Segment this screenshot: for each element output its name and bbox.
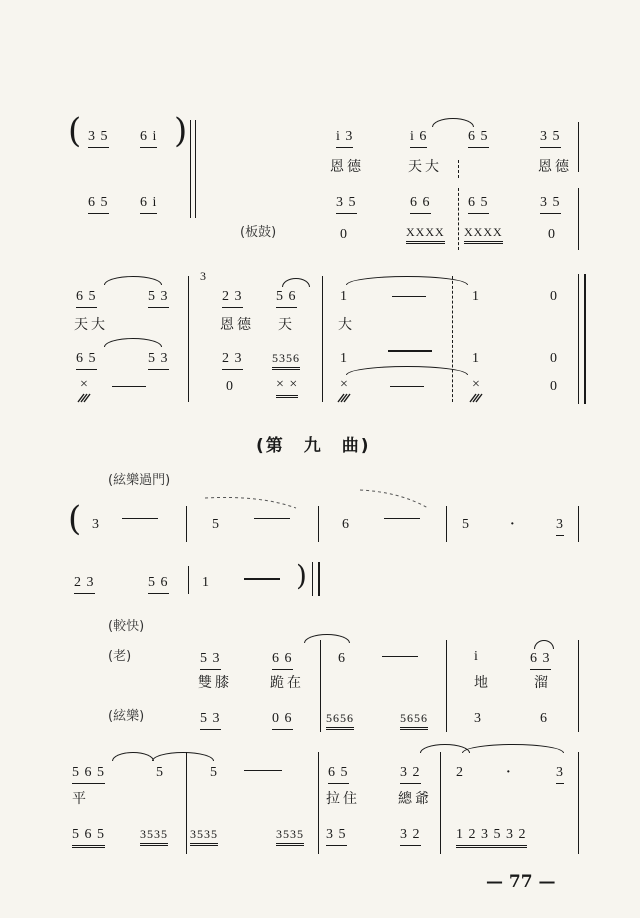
lyric: 恩德 (220, 317, 254, 333)
barline (578, 506, 579, 542)
note-group: 5 3 (148, 289, 169, 304)
barline (578, 752, 579, 854)
note-group: 2 3 (222, 351, 243, 366)
note: 3 (556, 765, 564, 780)
note: 5 (156, 765, 164, 780)
note: 3 (556, 517, 564, 532)
barline (186, 506, 187, 542)
note-group: 5 3 (148, 351, 169, 366)
lyric: 拉住 (326, 791, 360, 807)
barline (186, 752, 187, 854)
drum-note: XXXX (464, 225, 503, 239)
extension-dash (244, 770, 282, 771)
note: 1 (340, 351, 348, 366)
drum-note: × (80, 377, 89, 392)
extension-dash (122, 518, 158, 519)
barline (446, 640, 447, 732)
lyric: 恩德 (538, 159, 572, 175)
note: 1 (472, 351, 480, 366)
drum-note: 0 (340, 227, 348, 242)
lyric: 總爺 (398, 791, 432, 807)
lyric: 天大 (74, 317, 108, 333)
note-group: 3 5 (540, 195, 561, 210)
note: 5 (462, 517, 470, 532)
note: 5 (212, 517, 220, 532)
barline (318, 506, 319, 542)
note: 0 (550, 351, 558, 366)
note-group: 3 5 (540, 129, 561, 144)
page-number: — 77 — (486, 872, 556, 892)
section-title: (第 九 曲) (256, 436, 371, 456)
drum-note: × (340, 377, 349, 392)
note-group: 3 5 (326, 827, 347, 842)
extension-dash (384, 518, 420, 519)
note-group: 5656 (400, 711, 428, 725)
left-paren: ( (68, 111, 82, 151)
note-group: 3535 (140, 827, 168, 841)
note-group: 6 5 (76, 351, 97, 366)
note-group: 6 5 (468, 129, 489, 144)
note-group: 6 3 (530, 651, 551, 666)
instrument-label: (絃樂) (108, 709, 145, 724)
lyric: 地 (474, 675, 491, 691)
tempo-marking: (較快) (108, 619, 145, 634)
note: 3 (92, 517, 100, 532)
note-group: 5 6 (148, 575, 169, 590)
left-paren: ( (68, 499, 82, 539)
note: 6 (342, 517, 350, 532)
barline (440, 752, 441, 854)
note-group: 2 3 (74, 575, 95, 590)
note-group: 6 5 (88, 195, 109, 210)
note: i (474, 649, 479, 664)
note-group: 6 5 (76, 289, 97, 304)
note-group: i 6 (410, 129, 428, 144)
extension-dash (244, 578, 280, 580)
note: 1 (340, 289, 348, 304)
note-group: 5 3 (200, 651, 221, 666)
role-label: (老) (108, 649, 132, 664)
lyric: 天大 (408, 159, 442, 175)
lyric: 恩德 (330, 159, 364, 175)
note-group: 5656 (326, 711, 354, 725)
note-group: 1 2 3 5 3 2 (456, 827, 527, 842)
note-group: 6 5 (328, 765, 349, 780)
note-group: 5356 (272, 351, 300, 365)
note-group: 0 6 (272, 711, 293, 726)
note: 1 (472, 289, 480, 304)
note-group: 2 3 (222, 289, 243, 304)
note-group: 5 3 (200, 711, 221, 726)
note-group: 6 5 (468, 195, 489, 210)
note-group: 3 5 (88, 129, 109, 144)
instrument-label: (板鼓) (240, 225, 277, 240)
note-group: 5 6 5 (72, 827, 105, 842)
barline (312, 562, 313, 596)
dot: · (506, 765, 512, 780)
barline (318, 752, 319, 854)
extension-dash (382, 656, 418, 657)
right-paren: ) (296, 559, 307, 592)
note-group: 3535 (190, 827, 218, 841)
barline (188, 566, 189, 594)
dot: · (510, 517, 516, 532)
note-group: 6 i (140, 129, 158, 144)
note: 6 (338, 651, 346, 666)
note-group: i 3 (336, 129, 354, 144)
note: 2 (456, 765, 464, 780)
note-group: 6 i (140, 195, 158, 210)
note-group: 6 6 (410, 195, 431, 210)
right-paren: ) (174, 111, 188, 151)
lyric: 大 (338, 317, 355, 333)
note-group: 3535 (276, 827, 304, 841)
note-group: 5 6 5 (72, 765, 105, 780)
extension-dash (254, 518, 290, 519)
barline (320, 640, 321, 732)
lyric: 平 (72, 791, 89, 807)
note-group: 3 5 (336, 195, 357, 210)
drum-note: 0 (550, 379, 558, 394)
note-group: 3 2 (400, 827, 421, 842)
drum-note: × × (276, 377, 299, 392)
note: 0 (550, 289, 558, 304)
note-group: 3 2 (400, 765, 421, 780)
note: 1 (202, 575, 210, 590)
final-barline (318, 562, 320, 596)
lyric: 天 (278, 317, 295, 333)
note-group: 5 6 (276, 289, 297, 304)
note: 5 (210, 765, 218, 780)
barline (446, 506, 447, 542)
drum-note: × (472, 377, 481, 392)
drum-note: 0 (226, 379, 234, 394)
note: 3 (474, 711, 482, 726)
lyric: 跪在 (270, 675, 304, 691)
drum-note: 0 (548, 227, 556, 242)
beat-marker: 3 (200, 269, 207, 283)
lyric: 溜 (534, 675, 551, 691)
note-group: 6 6 (272, 651, 293, 666)
lyric: 雙膝 (198, 675, 232, 691)
barline (578, 640, 579, 732)
instrument-label: (絃樂過門) (108, 473, 171, 488)
note: 6 (540, 711, 548, 726)
drum-note: XXXX (406, 225, 445, 239)
